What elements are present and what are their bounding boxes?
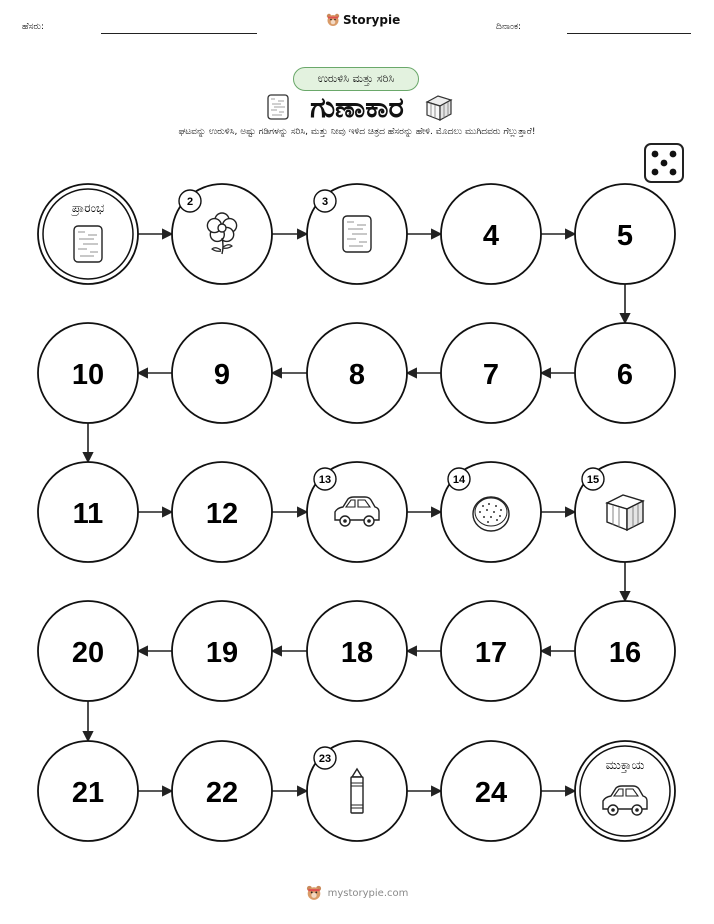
- space-number: 3: [321, 196, 329, 208]
- board-space-24[interactable]: [441, 741, 541, 841]
- finish-label: ಮುಕ್ತಾಯ: [605, 758, 645, 772]
- board-space-13[interactable]: [307, 462, 407, 562]
- board-space-1[interactable]: [38, 184, 138, 284]
- space-number: 14: [452, 474, 466, 486]
- space-number: 11: [72, 498, 104, 530]
- board-space-2[interactable]: [172, 184, 272, 284]
- board-space-6[interactable]: [575, 323, 675, 423]
- space-number: 8: [348, 359, 366, 391]
- crayon-icon: [351, 769, 363, 813]
- board-space-3[interactable]: [307, 184, 407, 284]
- space-number: 7: [482, 359, 500, 391]
- space-number: 21: [71, 777, 105, 809]
- board-space-8[interactable]: [307, 323, 407, 423]
- date-label: ದಿನಾಂಕ:: [496, 22, 522, 32]
- space-number: 20: [71, 637, 105, 669]
- space-number: 9: [213, 359, 231, 391]
- start-label: ಪ್ರಾರಂಭ: [71, 201, 105, 215]
- space-number: 17: [474, 637, 508, 669]
- board-space-15[interactable]: [575, 462, 675, 562]
- space-number: 18: [340, 637, 374, 669]
- stone-icon: [74, 226, 102, 262]
- brand-name: Storypie: [343, 13, 401, 27]
- title-text: ಗುಣಾಕಾರ: [310, 90, 404, 124]
- name-label: ಹೆಸರು:: [22, 22, 45, 32]
- cookie-icon: [473, 497, 509, 531]
- board-space-25[interactable]: [575, 741, 675, 841]
- board-space-7[interactable]: [441, 323, 541, 423]
- board-space-12[interactable]: [172, 462, 272, 562]
- footer-url: mystorypie.com: [327, 887, 409, 899]
- board-space-10[interactable]: [38, 323, 138, 423]
- space-number: 15: [586, 474, 600, 486]
- space-number: 13: [318, 474, 332, 486]
- activity-badge: ಉರುಳಿಸಿ ಮತ್ತು ಸರಿಸಿ: [293, 67, 419, 91]
- instructions: ಘಟವನ್ನು ಉರುಳಿಸಿ, ಅಷ್ಟು ಗಡಿಗಳನ್ನು ಸರಿಸಿ, ಮತ್ತು ನೀವು ಇಳಿದ ಚಿತ್ರದ ಹೆಸರನ್ನು ಹೇಳಿ. ಮೊದಲು ಮುಗಿದವರು ಗೆಲ್ಲುತ್ತಾರೆ!: [178, 127, 536, 137]
- board-space-21[interactable]: [38, 741, 138, 841]
- board-space-14[interactable]: [441, 462, 541, 562]
- board-space-16[interactable]: [575, 601, 675, 701]
- space-number: 19: [205, 637, 239, 669]
- space-number: 12: [205, 498, 239, 530]
- board-space-19[interactable]: [172, 601, 272, 701]
- board-space-20[interactable]: [38, 601, 138, 701]
- space-number: 5: [616, 220, 634, 252]
- space-number: 10: [71, 359, 105, 391]
- board-space-18[interactable]: [307, 601, 407, 701]
- board-space-23[interactable]: [307, 741, 407, 841]
- board-space-4[interactable]: [441, 184, 541, 284]
- box-icon: [607, 495, 643, 530]
- board-space-22[interactable]: [172, 741, 272, 841]
- space-number: 4: [482, 220, 500, 252]
- board-space-17[interactable]: [441, 601, 541, 701]
- board-space-9[interactable]: [172, 323, 272, 423]
- space-number: 16: [608, 637, 642, 669]
- space-number: 2: [186, 196, 194, 208]
- space-number: 6: [616, 359, 634, 391]
- space-number: 23: [318, 753, 332, 765]
- space-number: 22: [205, 777, 239, 809]
- stone-icon: [343, 216, 371, 252]
- footer: [0, 885, 714, 901]
- board-space-11[interactable]: [38, 462, 138, 562]
- bear-icon: [306, 885, 322, 901]
- board-space-5[interactable]: [575, 184, 675, 284]
- space-number: 24: [474, 777, 508, 809]
